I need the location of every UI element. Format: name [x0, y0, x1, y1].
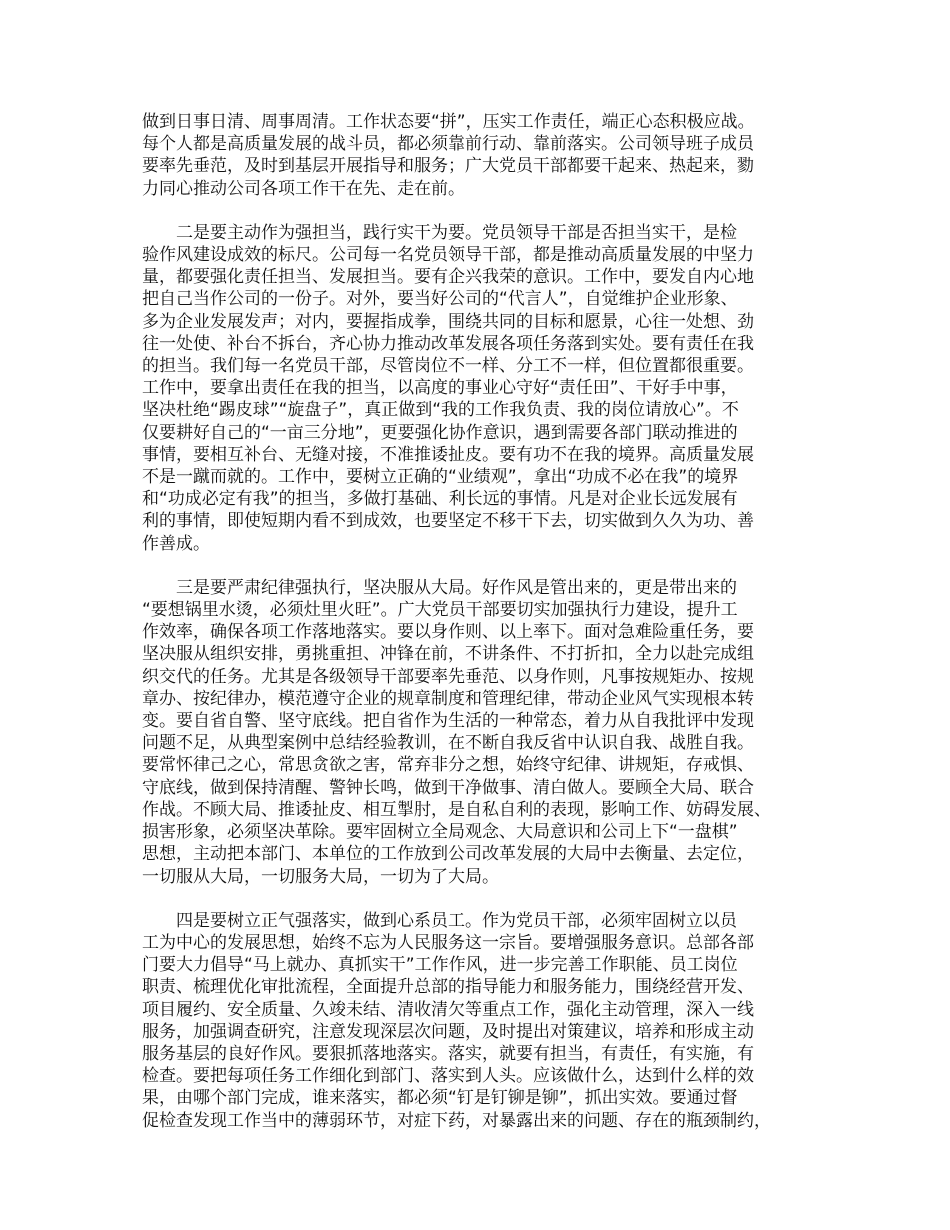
text-line: 要常怀律己之心，常思贪欲之害，常弃非分之想，始终守纪律、讲规矩，存戒惧、 [142, 755, 754, 776]
text-line: 思想，主动把本部门、本单位的工作放到公司改革发展的大局中去衡量、去定位， [142, 844, 754, 865]
text-line: 事情，要相互补台、无缝对接，不准推诿扯皮。要有功不在我的境界。高质量发展 [142, 444, 754, 465]
text-line: 量，都要强化责任担当、发展担当。要有企兴我荣的意识。工作中，要发自内心地 [142, 267, 754, 288]
text-line: 项目履约、安全质量、久竣未结、清收清欠等重点工作，强化主动管理，深入一线 [142, 999, 754, 1020]
text-line: 服务基层的良好作风。要狠抓落地落实。落实，就要有担当，有责任，有实施，有 [142, 1043, 754, 1064]
text-line: 章办、按纪律办，模范遵守企业的规章制度和管理纪律，带动企业风气实现根本转 [142, 688, 754, 709]
text-line: 职责、梳理优化审批流程，全面提升总部的指导能力和服务能力，围绕经营开发、 [142, 977, 754, 998]
paragraph-spacer [142, 555, 826, 577]
text-line: 门要大力倡导“马上就办、真抓实干”工作作风，进一步完善工作职能、员工岗位 [142, 955, 738, 976]
text-line: 把自己当作公司的一份子。对外，要当好公司的“代言人”，自觉维护企业形象、 [142, 289, 738, 310]
text-line: 不是一蹴而就的。工作中，要树立正确的“业绩观”，拿出“功成不必在我”的境界 [142, 467, 739, 488]
text-line: 仅要耕好自己的“一亩三分地”，更要强化协作意识，遇到需要各部门联动推进的 [142, 422, 738, 443]
text-line: 一切服从大局，一切服务大局，一切为了大局。 [142, 866, 499, 887]
text-line: 的担当。我们每一名党员干部，尽管岗位不一样、分工不一样，但位置都很重要。 [142, 356, 754, 377]
text-line: 织交代的任务。尤其是各级领导干部要率先垂范、以身作则，凡事按规矩办、按规 [142, 666, 754, 687]
text-line: 守底线，做到保持清醒、警钟长鸣，做到干净做事、清白做人。要顾全大局、联合 [142, 777, 754, 798]
text-line: 和“功成必定有我”的担当，多做打基础、利长远的事情。凡是对企业长远发展有 [142, 489, 738, 510]
text-line: 利的事情，即使短期内看不到成效，也要坚定不移干下去，切实做到久久为功、善 [142, 511, 754, 532]
text-line: 问题不足，从典型案例中总结经验教训，在不断自我反省中认识自我、战胜自我。 [142, 733, 754, 754]
paragraph-spacer [142, 888, 826, 910]
paragraph-spacer [142, 200, 826, 222]
text-line: 作战。不顾大局、推诿扯皮、相互掣肘，是自私自利的表现，影响工作、妨碍发展、 [142, 799, 771, 820]
text-line: 促检查发现工作当中的薄弱环节，对症下药，对暴露出来的问题、存在的瓶颈制约， [142, 1110, 771, 1131]
text-line: 果，由哪个部门完成，谁来落实，都必须“钉是钉铆是铆”，抓出实效。要通过督 [142, 1088, 738, 1109]
text-line: 力同心推动公司各项工作干在先、走在前。 [142, 178, 465, 199]
text-line: 检查。要把每项任务工作细化到部门、落实到人头。应该做什么，达到什么样的效 [142, 1066, 754, 1087]
text-line: 每个人都是高质量发展的战斗员，都必须靠前行动、靠前落实。公司领导班子成员 [142, 134, 754, 155]
text-line: 多为企业发展发声；对内，要握指成拳，围绕共同的目标和愿景，心往一处想、劲 [142, 311, 754, 332]
text-line: 作效率，确保各项工作落地落实。要以身作则、以上率下。面对急难险重任务，要 [142, 622, 754, 643]
text-line: 坚决杜绝“踢皮球”“旋盘子”，真正做到“我的工作我负责、我的岗位请放心”。不 [142, 400, 739, 421]
text-line: 坚决服从组织安排，勇挑重担、冲锋在前，不讲条件、不打折扣，全力以赴完成组 [142, 644, 754, 665]
text-line: 损害形象，必须坚决革除。要牢固树立全局观念、大局意识和公司上下“一盘棋” [142, 822, 738, 843]
text-line: 做到日事日清、周事周清。工作状态要“拼”，压实工作责任，端正心态积极应战。 [142, 112, 755, 132]
text-line: 要率先垂范，及时到基层开展指导和服务；广大党员干部都要干起来、热起来，勠 [142, 156, 754, 177]
text-line: 验作风建设成效的标尺。公司每一名党员领导干部，都是推动高质量发展的中坚力 [142, 245, 754, 266]
paragraph-3 [142, 577, 826, 888]
paragraph-4 [142, 910, 826, 1132]
paragraph-2 [142, 222, 826, 555]
document-page [142, 111, 826, 1132]
text-line: 工作中，要拿出责任在我的担当，以高度的事业心守好“责任田”、干好手中事， [142, 378, 738, 399]
text-line: 四是要树立正气强落实，做到心系员工。作为党员干部，必须牢固树立以员 [142, 910, 737, 931]
text-line: 工为中心的发展思想，始终不忘为人民服务这一宗旨。要增强服务意识。总部各部 [142, 932, 754, 953]
text-line: 作善成。 [142, 533, 210, 554]
text-line: 二是要主动作为强担当，践行实干为要。党员领导干部是否担当实干，是检 [142, 222, 737, 243]
text-line: “要想锅里水烫，必须灶里火旺”。广大党员干部要切实加强执行力建设，提升工 [142, 600, 738, 621]
text-line: 服务，加强调查研究，注意发现深层次问题，及时提出对策建议，培养和形成主动 [142, 1021, 754, 1042]
text-line: 三是要严肃纪律强执行，坚决服从大局。好作风是管出来的，更是带出来的 [142, 577, 737, 598]
text-line: 变。要自省自警、坚守底线。把自省作为生活的一种常态，着力从自我批评中发现 [142, 711, 754, 732]
paragraph-1 [142, 111, 826, 200]
text-line: 往一处使、补台不拆台，齐心协力推动改革发展各项任务落到实处。要有责任在我 [142, 333, 754, 354]
